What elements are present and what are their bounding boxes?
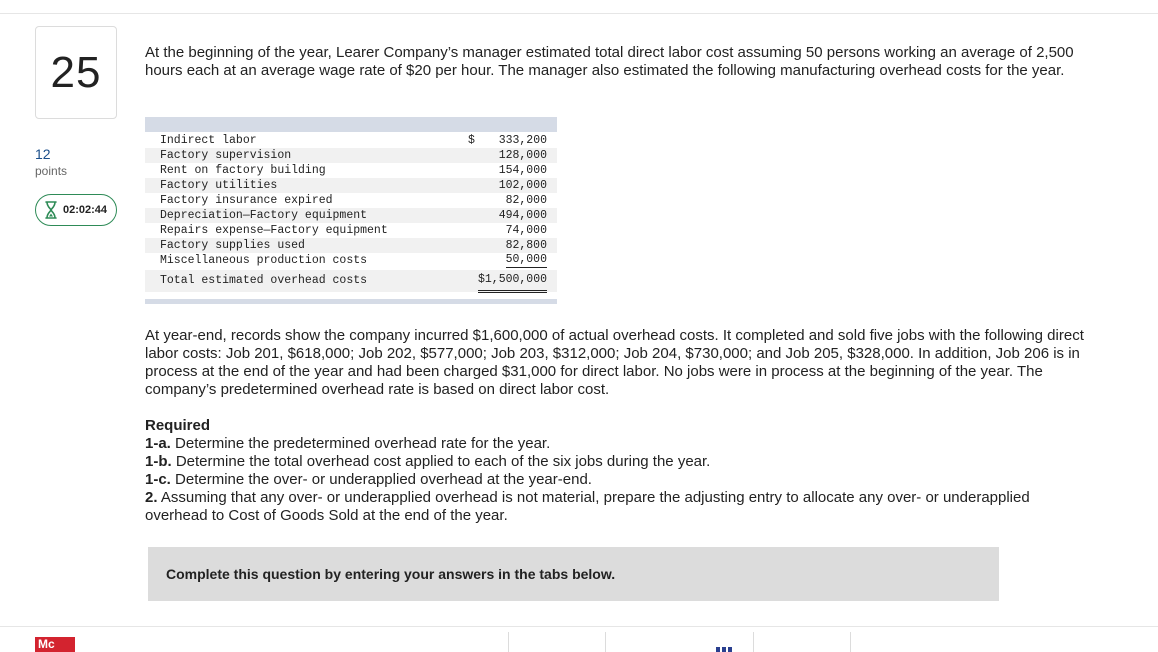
required-section (145, 417, 1085, 525)
required-item-text: Assuming that any over- or underapplied overhead is not material, prepare the adjusting entry to allocate any over- or underapplied overhead to Cost of Goods Sold at the end of the year. (145, 489, 1030, 524)
table-row (145, 238, 557, 253)
table-row (145, 163, 557, 178)
required-item-text: Determine the total overhead cost applied to each of the six jobs during the year. (175, 453, 711, 470)
cost-label: Depreciation—Factory equipment (160, 209, 368, 222)
required-item-label: 1-a. (145, 435, 171, 452)
next-button[interactable] (753, 632, 851, 652)
question-number-box (35, 26, 117, 119)
table-row (145, 148, 557, 163)
cost-amount: 74,000 (505, 224, 547, 237)
cost-label: Factory utilities (160, 179, 278, 192)
cost-amount: 494,000 (498, 209, 547, 222)
cost-amount: 82,000 (505, 194, 547, 207)
total-label: Total estimated overhead costs (160, 274, 368, 287)
required-title: Required (145, 417, 211, 434)
top-bar (0, 0, 1158, 14)
table-row (145, 133, 557, 148)
cost-amount: 154,000 (498, 164, 547, 177)
hourglass-icon (44, 201, 58, 219)
cost-label: Factory supplies used (160, 239, 305, 252)
required-item (145, 435, 1085, 453)
required-item (145, 471, 1085, 489)
overhead-cost-table (145, 117, 557, 304)
total-row (145, 270, 557, 292)
table-row (145, 193, 557, 208)
cost-amount: 50,000 (505, 253, 547, 266)
year-end-paragraph: At year-end, records show the company incurred $1,600,000 of actual overhead costs. It completed and sold five jobs with the following direct labor costs: Job 201, $618,000; Job 202, $577,000; Job 203, $312,000; Job 204, $730,000; and Job 205, $328,000. In addition, Job 206 is in process at the end of the year and had been charged $31,000 for direct labor. No jobs were in process at the beginning of the year. The company’s predetermined overhead rate is based on direct labor cost. (145, 327, 1084, 398)
required-item-text: Determine the predetermined overhead rate for the year. (175, 435, 551, 452)
question-intro: At the beginning of the year, Learer Company’s manager estimated total direct labor cost assuming 50 persons working an average of 2,500 hours each at an average wage rate of $20 per hour. The manager also estimated the following manufacturing overhead costs for the year. (145, 44, 1074, 79)
cost-label: Indirect labor (160, 134, 257, 147)
cost-label: Miscellaneous production costs (160, 254, 368, 267)
cost-amount: 128,000 (498, 149, 547, 162)
instruction-banner: Complete this question by entering your answers in the tabs below. (148, 547, 999, 601)
table-top-band (145, 117, 557, 132)
required-item (145, 453, 1085, 471)
required-item-text: Determine the over- or underapplied overhead at the year-end. (175, 471, 592, 488)
cost-label: Repairs expense—Factory equipment (160, 224, 388, 237)
prev-button[interactable] (508, 632, 605, 652)
points-value: 12 (35, 146, 51, 162)
required-item-label: 2. (145, 489, 158, 506)
cost-label: Rent on factory building (160, 164, 326, 177)
table-row (145, 208, 557, 223)
total-amount: $1,500,000 (478, 270, 547, 293)
cost-amount: 82,800 (505, 239, 547, 252)
table-bottom-band (145, 299, 557, 304)
cost-label: Factory insurance expired (160, 194, 333, 207)
timer[interactable] (35, 194, 117, 226)
mcgraw-hill-logo: Mc (35, 637, 75, 652)
table-row (145, 178, 557, 193)
required-item-label: 1-c. (145, 471, 171, 488)
cost-label: Factory supervision (160, 149, 292, 162)
table-row (145, 253, 557, 268)
currency-symbol: $ (468, 134, 475, 147)
question-number: 25 (50, 47, 102, 97)
timer-text: 02:02:44 (63, 204, 108, 216)
table-row (145, 223, 557, 238)
cost-amount: 102,000 (498, 179, 547, 192)
cost-amount: 333,200 (498, 134, 547, 147)
required-item (145, 489, 1085, 525)
required-item-label: 1-b. (145, 453, 172, 470)
grid-icon[interactable] (716, 647, 732, 652)
points-label: points (35, 164, 68, 178)
